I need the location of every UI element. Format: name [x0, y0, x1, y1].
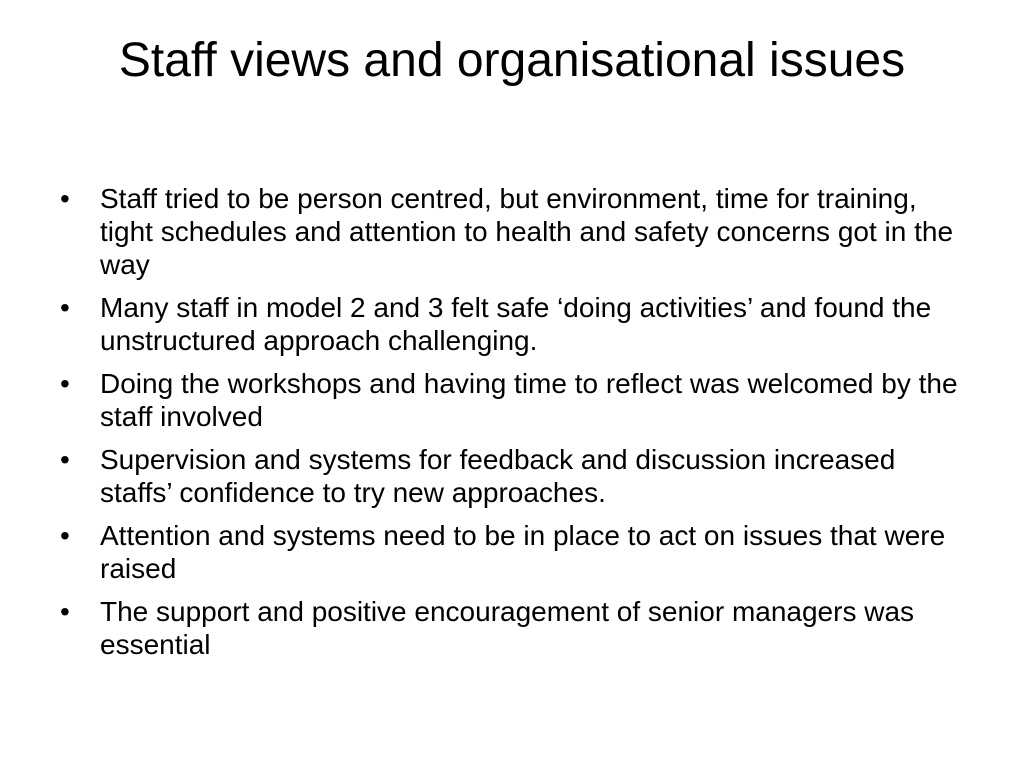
bullet-icon: • [60, 292, 70, 323]
bullet-icon: • [60, 444, 70, 475]
bullet-text: Attention and systems need to be in place to act on issues that were raised [100, 520, 946, 584]
bullet-item [60, 291, 970, 357]
bullet-icon: • [60, 520, 70, 551]
bullet-list [60, 182, 970, 671]
bullet-text: The support and positive encouragement of senior managers was essential [100, 596, 915, 660]
bullet-text: Supervision and systems for feedback and discussion increased staffs’ confidence to try new approaches. [100, 444, 896, 508]
bullet-icon: • [60, 596, 70, 627]
bullet-text: Staff tried to be person centred, but environment, time for training, tight schedules and attention to health and safety concerns got in the way [100, 183, 954, 280]
bullet-icon: • [60, 368, 70, 399]
bullet-item [60, 443, 970, 509]
bullet-item [60, 519, 970, 585]
bullet-item [60, 182, 970, 281]
bullet-item [60, 595, 970, 661]
bullet-text: Many staff in model 2 and 3 felt safe ‘doing activities’ and found the unstructured approach challenging. [100, 292, 932, 356]
bullet-item [60, 367, 970, 433]
bullet-icon: • [60, 183, 70, 214]
slide-title: Staff views and organisational issues [118, 34, 906, 87]
bullet-text: Doing the workshops and having time to reflect was welcomed by the staff involved [100, 368, 958, 432]
